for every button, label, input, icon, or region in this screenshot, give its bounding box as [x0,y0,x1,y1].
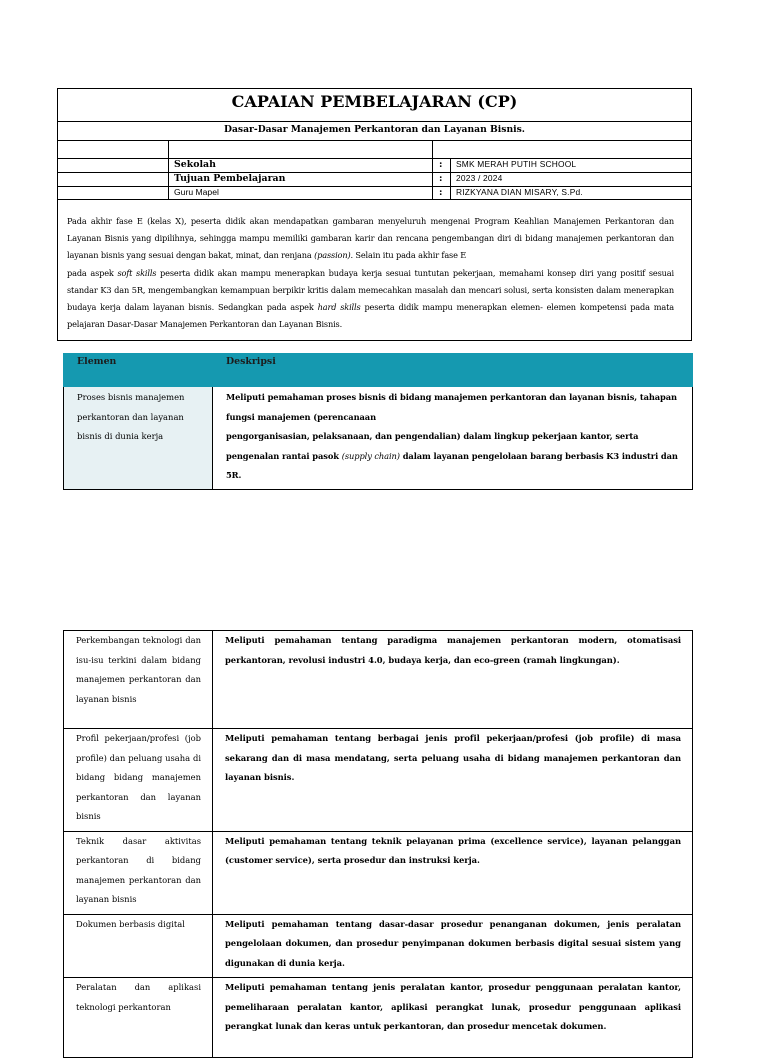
elemen-cell: Teknik dasar aktivitas perkantoran di bidang manajemen perkantoran dan layanan bisnis [64,831,213,914]
elemen-table-1 [63,353,693,490]
deskripsi-cell: Meliputi pemahaman proses bisnis di bidang manajemen perkantoran dan layanan bisnis, tahapan fungsi manajemen (perencanaan pengorganisasian, pelaksanaan, dan pengendalian) dalam lingkup pekerjaan kantor, serta pengenalan rantai pasok (supply chain) dalam layanan pengelolaan barang berbasis K3 industri dan 5R. [213,387,693,490]
table-row [64,387,693,490]
elemen-table-2 [63,630,693,1058]
deskripsi-cell: Meliputi pemahaman tentang berbagai jenis profil pekerjaan/profesi (job profile) di masa sekarang dan di masa mendatang, serta peluang usaha di bidang manajemen perkantoran dan layanan bisnis. [213,729,693,832]
table-row [64,729,693,832]
cp-header-box [57,88,692,341]
paragraph-skills: pada aspek soft skills peserta didik akan mampu menerapkan budaya kerja sesuai tuntutan pekerjaan, memahami konsep diri yang positif sesuai standar K3 dan 5R, mengembangkan kemampuan berpikir kritis dalam memecahkan masalah dan mencari solusi, serta konsisten dalam menerapkan budaya kerja dalam layanan bisnis. Sedangkan pada aspek hard skills peserta didik mampu menerapkan elemen- elemen kompetensi pada mata pelajaran Dasar-Dasar Manajemen Perkantoran dan Layanan Bisnis. [67,267,674,330]
info-row-sekolah [58,158,691,173]
elemen-cell: Perkembangan teknologi dan isu-isu terkini dalam bidang manajemen perkantoran dan layanan bisnis [64,631,213,729]
document-title: CAPAIAN PEMBELAJARAN (CP) [58,89,691,122]
info-colon: : [439,159,443,170]
info-label: Tujuan Pembelajaran [174,173,286,184]
elemen-cell: Peralatan dan aplikasi teknologi perkantoran [64,978,213,1058]
info-row-guru [58,186,691,200]
deskripsi-cell: Meliputi pemahaman tentang paradigma manajemen perkantoran modern, otomatisasi perkantoran, revolusi industri 4.0, budaya kerja, dan eco-green (ramah lingkungan). [213,631,693,729]
table-row [64,631,693,729]
info-value: RIZKYANA DIAN MISARY, S.Pd. [456,187,583,197]
document-subtitle: Dasar-Dasar Manajemen Perkantoran dan Layanan Bisnis. [58,121,691,141]
empty-row [58,140,691,159]
table-row [64,831,693,914]
info-value: SMK MERAH PUTIH SCHOOL [456,159,577,169]
deskripsi-cell: Meliputi pemahaman tentang teknik pelayanan prima (excellence service), layanan pelanggan (customer service), serta prosedur dan instruksi kerja. [213,831,693,914]
deskripsi-cell: Meliputi pemahaman tentang jenis peralatan kantor, prosedur penggunaan peralatan kantor, pemeliharaan peralatan kantor, aplikasi perangkat lunak, prosedur penggunaan aplikasi perangkat lunak dan keras untuk perkantoran, dan prosedur mencetak dokumen. [213,978,693,1058]
info-label: Sekolah [174,159,216,170]
header-elemen: Elemen [64,354,213,387]
elemen-cell: Profil pekerjaan/profesi (job profile) dan peluang usaha di bidang bidang manajemen perkantoran dan layanan bisnis [64,729,213,832]
info-value: 2023 / 2024 [456,173,503,183]
info-colon: : [439,187,443,198]
info-label: Guru Mapel [174,187,219,197]
info-row-tujuan [58,172,691,187]
table-row [64,914,693,978]
cp-description [67,213,674,333]
elemen-cell: Dokumen berbasis digital [64,914,213,978]
table-header-row [64,354,693,387]
deskripsi-cell: Meliputi pemahaman tentang dasar-dasar prosedur penanganan dokumen, jenis peralatan pengelolaan dokumen, dan prosedur penyimpanan dokumen berbasis digital sesuai sistem yang digunakan di dunia kerja. [213,914,693,978]
header-deskripsi: Deskripsi [213,354,693,387]
elemen-cell: Proses bisnis manajemen perkantoran dan layanan bisnis di dunia kerja [64,387,213,490]
table-row [64,978,693,1058]
info-colon: : [439,173,443,184]
paragraph-phase-e: Pada akhir fase E (kelas X), peserta didik akan mendapatkan gambaran menyeluruh mengenai Program Keahlian Manajemen Perkantoran dan Layanan Bisnis yang dipilihnya, sehingga mampu memiliki gambaran karir dan rencana pengembangan diri di bidang manajemen perkantoran dan layanan bisnis yang sesuai dengan bakat, minat, dan renjana (passion). Selain itu pada akhir fase E [67,216,674,261]
